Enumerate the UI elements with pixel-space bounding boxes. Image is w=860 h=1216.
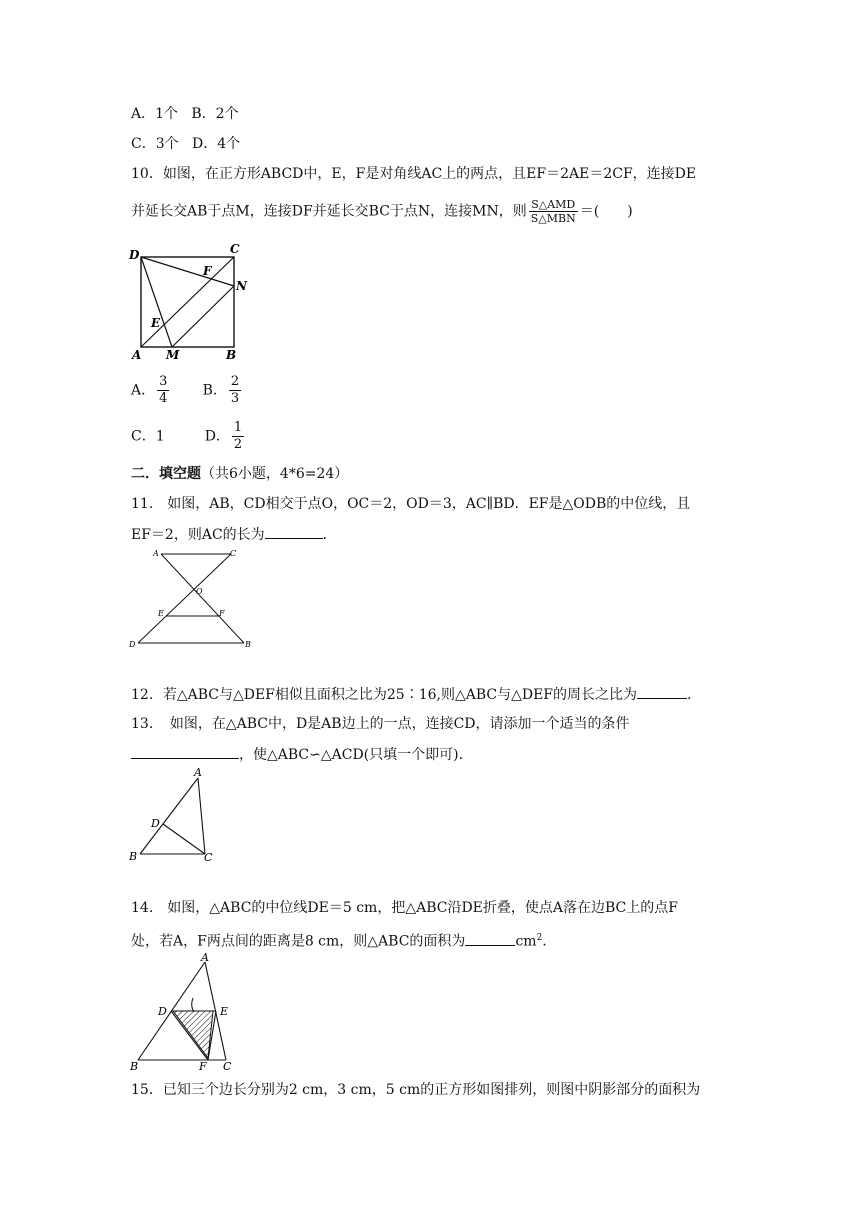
label-D: D: [151, 817, 160, 830]
label-D: D: [129, 248, 140, 262]
label-N: N: [236, 279, 247, 293]
q12-answer-blank[interactable]: [637, 684, 687, 699]
label-D: D: [129, 640, 136, 649]
q15-stem-line1: 15．已知三个边长分别为2 cm，3 cm，5 cm的正方形如图排列，则图中阴影部分的面积为: [131, 1082, 701, 1098]
q11-stem-line2: [131, 524, 327, 545]
q10-stem-line2: [131, 198, 633, 225]
q10-option-d-frac: [232, 420, 244, 453]
label-E: E: [151, 316, 161, 330]
label-E: E: [158, 609, 164, 618]
line-dn: [141, 257, 234, 286]
q10-option-a-num: 3: [159, 374, 168, 389]
q10-option-b-num: 2: [230, 374, 240, 389]
q10-options-row2: [131, 420, 246, 453]
q10-option-d-label: D．: [204, 428, 230, 445]
label-F: F: [219, 609, 225, 618]
q9-option-d: D．4个: [191, 136, 241, 152]
q10-option-a-label: A．: [131, 382, 156, 399]
shaded-folded-triangle: [173, 1011, 213, 1058]
label-C: C: [204, 851, 213, 864]
q13-stem-line1: 13． 如图，在△ABC中，D是AB边上的一点，连接CD，请添加一个适当的条件: [131, 716, 630, 732]
q11-stem-line1: 11. 如图，AB，CD相交于点O，OC＝2，OD＝3，AC∥BD．EF是△ODB的中位线，且: [131, 496, 691, 512]
label-B: B: [130, 1060, 139, 1073]
q13-stem-text: ，使△ABC∽△ACD(只填一个即可).: [239, 747, 464, 763]
q11-period: .: [322, 527, 328, 543]
q9-option-c: C．3个: [131, 136, 179, 152]
q13-answer-blank[interactable]: [131, 744, 239, 759]
label-A: A: [194, 766, 202, 779]
label-B: B: [226, 348, 237, 362]
label-A: A: [132, 348, 142, 362]
q12-stem-text: 12．若△ABC与△DEF相似且面积之比为25∶16,则△ABC与△DEF的周长之比为: [131, 687, 638, 703]
q14-period: .: [542, 933, 547, 950]
label-E: E: [220, 1005, 229, 1018]
q9-option-b: B．2个: [191, 106, 239, 122]
diagonal-ac: [141, 257, 234, 347]
segment-cd: [163, 824, 205, 854]
q10-stem-text: 并延长交AB于点M，连接DF并延长交BC于点N，连接MN，则: [131, 203, 527, 220]
line-dm: [141, 257, 172, 347]
side-ac: [198, 778, 205, 854]
q11-hourglass-figure: [128, 548, 254, 652]
section-2-heading: [131, 464, 348, 484]
q14-stem-line1: 14. 如图，△ABC的中位线DE＝5 cm，把△ABC沿DE折叠，使点A落在边BC上的点F: [131, 900, 678, 916]
label-B: B: [245, 640, 251, 649]
q12-period: .: [687, 687, 692, 703]
q10-stem-line1: 10．如图，在正方形ABCD中，E，F是对角线AC上的两点，且EF＝2AE＝2CF，连接DE: [131, 166, 697, 182]
label-D: D: [158, 1005, 167, 1018]
q10-options-row1: [131, 374, 243, 407]
q10-option-d-num: 1: [233, 420, 243, 435]
label-A: A: [153, 549, 159, 558]
label-C: C: [230, 242, 240, 256]
q10-option-c: C．1: [131, 428, 165, 445]
q14-unit: cm: [515, 933, 537, 950]
section-2-note: （共6小题，4*6=24）: [201, 466, 349, 482]
q12-stem: [131, 684, 691, 705]
angle-arc: [192, 998, 194, 1012]
q13-stem-line2: [131, 744, 463, 765]
q9-options-row1: [131, 104, 239, 124]
q9-option-a: A．1个: [131, 106, 179, 122]
q10-answer-paren: ＝( ): [579, 203, 633, 220]
label-A: A: [201, 951, 209, 964]
section-2-title: 二．填空题: [131, 466, 201, 482]
q10-option-b-frac: [229, 374, 241, 407]
q10-area-ratio: [529, 198, 578, 225]
q10-option-d-den: 2: [233, 437, 243, 452]
q10-frac-num: S△AMD: [529, 198, 578, 212]
q10-option-b-den: 3: [230, 391, 240, 406]
label-F: F: [199, 1060, 207, 1073]
q14-fold-figure: [128, 952, 240, 1074]
q14-unit-exponent: 2: [536, 933, 543, 943]
label-C: C: [230, 549, 237, 558]
label-B: B: [129, 850, 138, 863]
q10-option-a-frac: [157, 374, 169, 407]
line-mn: [172, 286, 234, 347]
q14-answer-blank[interactable]: [465, 931, 515, 946]
q10-frac-den: S△MBN: [530, 212, 576, 225]
q11-stem-text: EF＝2，则AC的长为: [131, 527, 265, 543]
label-O: O: [196, 587, 203, 596]
label-M: M: [166, 348, 180, 362]
q9-options-row2: [131, 134, 240, 154]
q11-answer-blank[interactable]: [265, 524, 323, 539]
q10-option-b-label: B．: [202, 382, 227, 399]
label-F: F: [203, 264, 212, 278]
q13-triangle-figure: [128, 768, 228, 866]
q10-option-a-den: 4: [159, 391, 168, 406]
segment-ab: [161, 554, 244, 643]
q14-stem-text: 处，若A，F两点间的距离是8 cm，则△ABC的面积为: [131, 933, 466, 950]
segment-cd: [138, 554, 231, 643]
q14-stem-line2: [131, 928, 547, 952]
label-C: C: [223, 1060, 232, 1073]
q10-square-figure: [126, 240, 256, 365]
